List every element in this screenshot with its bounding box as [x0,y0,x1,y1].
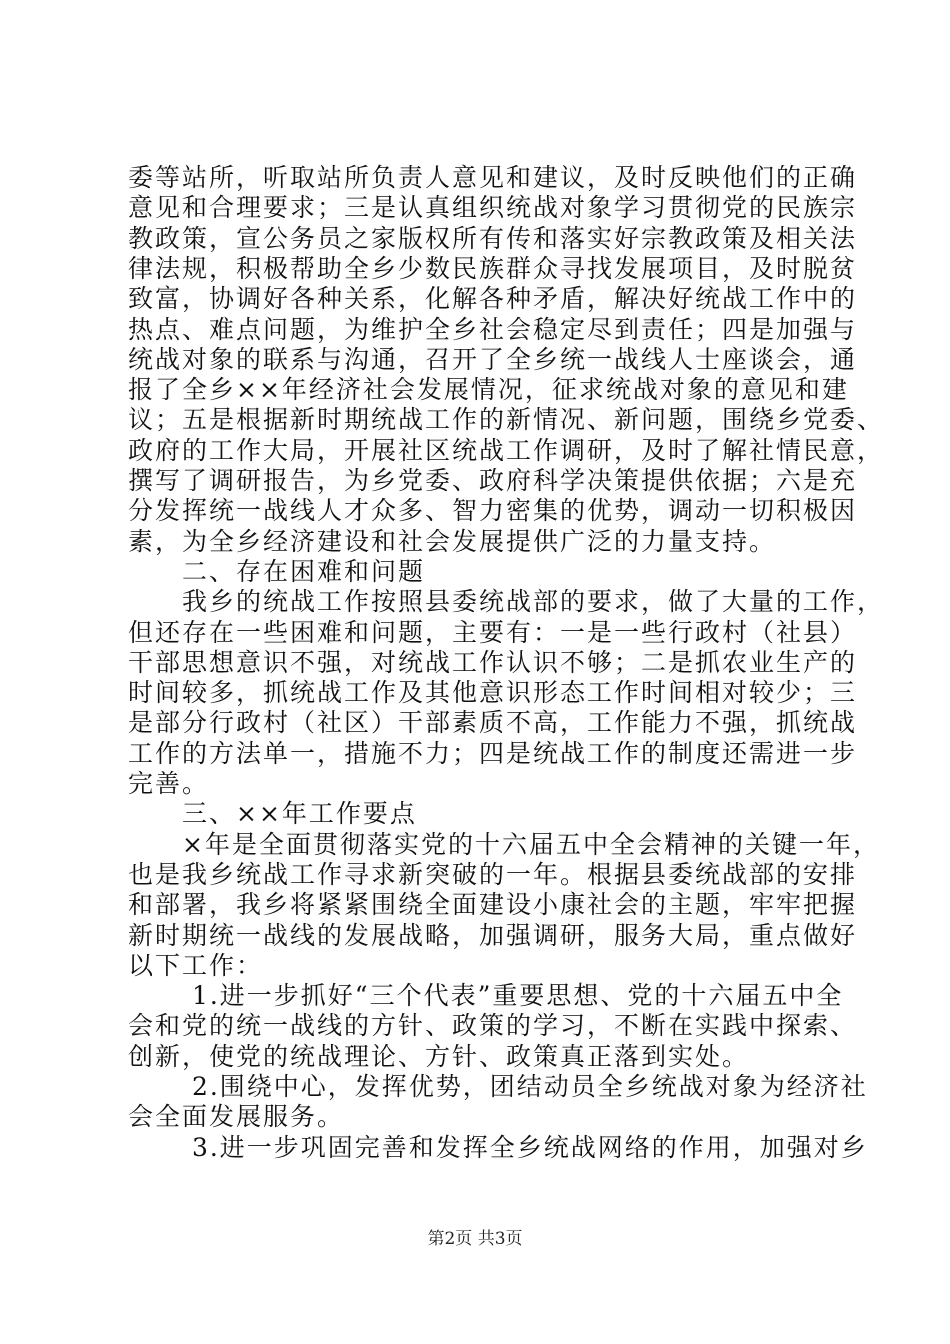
text-line: 热点、难点问题，为维护全乡社会稳定尽到责任；四是加强与 [128,314,858,344]
text-line: 议；五是根据新时期统战工作的新情况、新问题，围绕乡党委、 [128,405,885,435]
text-line: 是部分行政村（社区）干部素质不高，工作能力不强，抓统战 [128,708,858,738]
text-line: 但还存在一些困难和问题，主要有：一是一些行政村（社县） [128,617,858,647]
text-line: 完善。 [128,769,210,798]
text-line: 统战对象的联系与沟通，召开了全乡统一战线人士座谈会，通 [128,344,858,374]
page-footer: 第2页 共3页 [427,1229,523,1249]
text-line: 新时期统一战线的发展战略，加强调研，服务大局，重点做好 [128,920,858,950]
text-line: 和部署，我乡将紧紧围绕全面建设小康社会的主题，牢牢把握 [128,890,858,920]
text-line: 素，为全乡经济建设和社会发展提供广泛的力量支持。 [128,526,777,556]
text-line: 2.围绕中心，发挥优势，团结动员全乡统战对象为经济社 [128,1072,868,1101]
text-line: 会全面发展服务。 [128,1102,345,1132]
text-line: 干部思想意识不强，对统战工作认识不够；二是抓农业生产的 [128,647,858,677]
text-line: 二、存在困难和问题 [128,556,426,586]
text-line: 创新，使党的统战理论、方针、政策真正落到实处。 [128,1041,750,1071]
text-line: ×年是全面贯彻落实党的十六届五中全会精神的关键一年， [128,829,880,859]
text-line: 我乡的统战工作按照县委统战部的要求，做了大量的工作， [128,587,885,617]
text-line: 意见和合理要求；三是认真组织统战对象学习贯彻党的民族宗 [128,193,858,223]
text-line: 三、××年工作要点 [128,799,417,829]
text-line: 教政策，宣公务员之家版权所有传和落实好宗教政策及相关法 [128,223,858,253]
text-line: 政府的工作大局，开展社区统战工作调研，及时了解社情民意， [128,435,885,465]
text-line: 也是我乡统战工作寻求新突破的一年。根据县委统战部的安排 [128,859,858,889]
text-line: 委等站所，听取站所负责人意见和建议，及时反映他们的正确 [128,163,858,192]
text-line: 律法规，积极帮助全乡少数民族群众寻找发展项目，及时脱贫 [128,253,858,283]
text-line: 致富，协调好各种关系，化解各种矛盾，解决好统战工作中的 [128,284,858,314]
text-line: 3.进一步巩固完善和发挥全乡统战网络的作用，加强对乡 [128,1132,868,1162]
text-line: 分发挥统一战线人才众多、智力密集的优势，调动一切积极因 [128,496,858,526]
text-line: 工作的方法单一，措施不力；四是统战工作的制度还需进一步 [128,738,858,768]
text-line: 以下工作： [128,950,264,980]
text-line: 撰写了调研报告，为乡党委、政府科学决策提供依据；六是充 [128,466,858,495]
text-line: 会和党的统一战线的方针、政策的学习，不断在实践中探索、 [128,1011,858,1041]
text-line: 1.进一步抓好“三个代表”重要思想、党的十六届五中全 [128,981,844,1011]
text-line: 时间较多，抓统战工作及其他意识形态工作时间相对较少；三 [128,678,858,708]
text-line: 报了全乡××年经济社会发展情况，征求统战对象的意见和建 [128,375,849,405]
